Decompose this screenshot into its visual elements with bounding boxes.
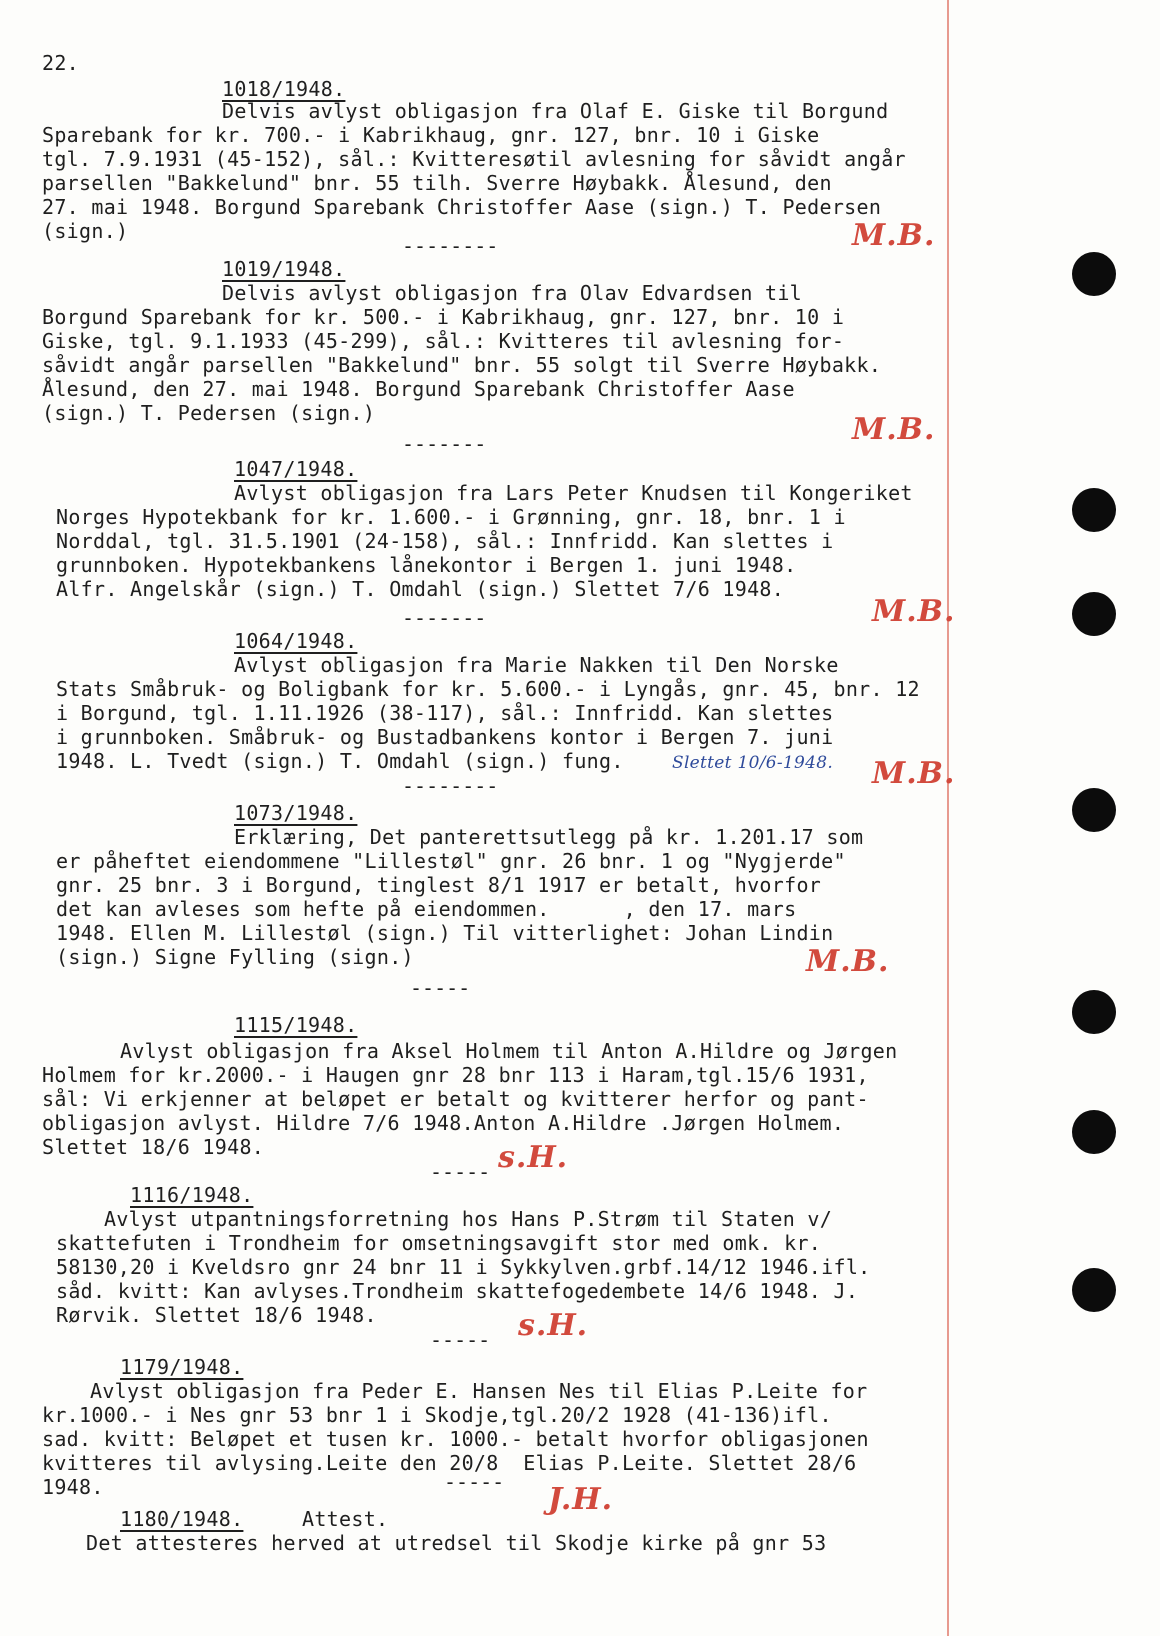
entry-text-line: kr.1000.- i Nes gnr 53 bnr 1 i Skodje,tgl.20/2 1928 (41-136)ifl. bbox=[42, 1403, 832, 1427]
entry-text-line: Erklæring, Det panterettsutlegg på kr. 1.201.17 som bbox=[234, 825, 864, 849]
entry-text-line: parsellen "Bakkelund" bnr. 55 tilh. Sverre Høybakk. Ålesund, den bbox=[42, 171, 832, 195]
entry-id: 1179/1948. bbox=[120, 1355, 244, 1379]
entry-text-line: Alfr. Angelskår (sign.) T. Omdahl (sign.) Slettet 7/6 1948. bbox=[56, 577, 785, 601]
entry-text-line: kvitteres til avlysing.Leite den 20/8 Elias P.Leite. Slettet 28/6 bbox=[42, 1451, 857, 1475]
entry-separator: ----- bbox=[430, 1328, 491, 1352]
entry-text-line: Norges Hypotekbank for kr. 1.600.- i Grønning, gnr. 18, bnr. 1 i bbox=[56, 505, 846, 529]
entry-text-line: (sign.) bbox=[42, 219, 129, 243]
initials-mark: J.H. bbox=[548, 1482, 614, 1517]
entry-text-line: 1948. bbox=[42, 1475, 104, 1499]
entry-id: 1180/1948. bbox=[120, 1507, 244, 1531]
punch-hole-icon bbox=[1072, 1110, 1116, 1154]
entry-separator: ----- bbox=[430, 1160, 491, 1184]
entry-text-line: sål: Vi erkjenner at beløpet er betalt og kvitterer herfor og pant- bbox=[42, 1087, 869, 1111]
entry-text-line: 27. mai 1948. Borgund Sparebank Christoffer Aase (sign.) T. Pedersen bbox=[42, 195, 882, 219]
entry-separator: ----- bbox=[444, 1470, 505, 1494]
entry-text-line: det kan avleses som hefte på eiendommen. , den 17. mars bbox=[56, 897, 797, 921]
entry-text-line: Avlyst obligasjon fra Aksel Holmem til Anton A.Hildre og Jørgen bbox=[120, 1039, 898, 1063]
red-margin-line bbox=[947, 0, 949, 1636]
entry-id: 1018/1948. bbox=[222, 77, 346, 101]
entry-separator: ------- bbox=[402, 606, 487, 630]
entry-id: 1115/1948. bbox=[234, 1013, 358, 1037]
punch-hole-icon bbox=[1072, 592, 1116, 636]
initials-mark: s.H. bbox=[518, 1308, 589, 1343]
entry-text-line: (sign.) T. Pedersen (sign.) bbox=[42, 401, 376, 425]
entry-text-line: Avlyst utpantningsforretning hos Hans P.Strøm til Staten v/ bbox=[104, 1207, 833, 1231]
entry-text-line: Avlyst obligasjon fra Lars Peter Knudsen til Kongeriket bbox=[234, 481, 913, 505]
punch-hole-icon bbox=[1072, 1268, 1116, 1312]
entry-text-line: Holmem for kr.2000.- i Haugen gnr 28 bnr 113 i Haram,tgl.15/6 1931, bbox=[42, 1063, 869, 1087]
entry-text-line: Det attesteres herved at utredsel til Skodje kirke på gnr 53 bbox=[86, 1531, 827, 1555]
entry-text-line: skattefuten i Trondheim for omsetningsavgift stor med omk. kr. bbox=[56, 1231, 822, 1255]
entry-text-line: Stats Småbruk- og Boligbank for kr. 5.600.- i Lyngås, gnr. 45, bnr. 12 bbox=[56, 677, 920, 701]
entry-id: 1073/1948. bbox=[234, 801, 358, 825]
entry-separator: -------- bbox=[402, 234, 499, 258]
entry-text-line: 58130,20 i Kveldsro gnr 24 bnr 11 i Sykkylven.grbf.14/12 1946.ifl. bbox=[56, 1255, 871, 1279]
entry-text-line: 1948. L. Tvedt (sign.) T. Omdahl (sign.) fung. bbox=[56, 749, 624, 773]
entry-text-line: såvidt angår parsellen "Bakkelund" bnr. 55 solgt til Sverre Høybakk. bbox=[42, 353, 882, 377]
entry-separator: ----- bbox=[410, 976, 471, 1000]
entry-text-line: såd. kvitt: Kan avlyses.Trondheim skattefogedembete 14/6 1948. J. bbox=[56, 1279, 859, 1303]
entry-text-line: i Borgund, tgl. 1.11.1926 (38-117), sål.: Innfridd. Kan slettes bbox=[56, 701, 834, 725]
entry-text-line: obligasjon avlyst. Hildre 7/6 1948.Anton A.Hildre .Jørgen Holmem. bbox=[42, 1111, 845, 1135]
initials-mark: M.B. bbox=[872, 594, 956, 629]
entry-text-line: er påheftet eiendommene "Lillestøl" gnr. 26 bnr. 1 og "Nygjerde" bbox=[56, 849, 846, 873]
entry-text-line: grunnboken. Hypotekbankens lånekontor i Bergen 1. juni 1948. bbox=[56, 553, 797, 577]
initials-mark: M.B. bbox=[852, 412, 936, 447]
entry-id: 1064/1948. bbox=[234, 629, 358, 653]
initials-mark: M.B. bbox=[872, 756, 956, 791]
entry-id: 1019/1948. bbox=[222, 257, 346, 281]
entry-heading-suffix: Attest. bbox=[302, 1507, 389, 1531]
entry-text-line: Delvis avlyst obligasjon fra Olav Edvardsen til bbox=[222, 281, 803, 305]
punch-hole-icon bbox=[1072, 252, 1116, 296]
entry-text-line: i grunnboken. Småbruk- og Bustadbankens kontor i Bergen 7. juni bbox=[56, 725, 834, 749]
entry-text-line: Rørvik. Slettet 18/6 1948. bbox=[56, 1303, 377, 1327]
punch-hole-icon bbox=[1072, 990, 1116, 1034]
entry-id: 1047/1948. bbox=[234, 457, 358, 481]
initials-mark: M.B. bbox=[852, 218, 936, 253]
entry-text-line: Slettet 18/6 1948. bbox=[42, 1135, 265, 1159]
entry-text-line: Ålesund, den 27. mai 1948. Borgund Sparebank Christoffer Aase bbox=[42, 377, 795, 401]
entry-text-line: Giske, tgl. 9.1.1933 (45-299), sål.: Kvitteres til avlesning for- bbox=[42, 329, 845, 353]
punch-hole-icon bbox=[1072, 488, 1116, 532]
entry-text-line: 1948. Ellen M. Lillestøl (sign.) Til vitterlighet: Johan Lindin bbox=[56, 921, 834, 945]
entry-separator: ------- bbox=[402, 432, 487, 456]
initials-mark: M.B. bbox=[806, 944, 890, 979]
entry-text-line: Avlyst obligasjon fra Peder E. Hansen Nes til Elias P.Leite for bbox=[90, 1379, 868, 1403]
initials-mark: s.H. bbox=[498, 1140, 569, 1175]
entry-text-line: Avlyst obligasjon fra Marie Nakken til Den Norske bbox=[234, 653, 839, 677]
handwritten-deleted-note: Slettet 10/6-1948. bbox=[672, 753, 834, 773]
entry-text-line: Sparebank for kr. 700.- i Kabrikhaug, gnr. 127, bnr. 10 i Giske bbox=[42, 123, 820, 147]
entry-text-line: tgl. 7.9.1931 (45-152), sål.: Kvitteresøtil avlesning for såvidt angår bbox=[42, 147, 906, 171]
punch-hole-icon bbox=[1072, 788, 1116, 832]
entry-text-line: Delvis avlyst obligasjon fra Olaf E. Giske til Borgund bbox=[222, 99, 889, 123]
entry-text-line: Borgund Sparebank for kr. 500.- i Kabrikhaug, gnr. 127, bnr. 10 i bbox=[42, 305, 845, 329]
entry-text-line: gnr. 25 bnr. 3 i Borgund, tinglest 8/1 1917 er betalt, hvorfor bbox=[56, 873, 822, 897]
entry-text-line: sad. kvitt: Beløpet et tusen kr. 1000.- betalt hvorfor obligasjonen bbox=[42, 1427, 869, 1451]
page-number: 22. bbox=[42, 51, 80, 75]
entry-separator: -------- bbox=[402, 774, 499, 798]
entry-text-line: Norddal, tgl. 31.5.1901 (24-158), sål.: Innfridd. Kan slettes i bbox=[56, 529, 834, 553]
entry-id: 1116/1948. bbox=[130, 1183, 254, 1207]
entry-text-line: (sign.) Signe Fylling (sign.) bbox=[56, 945, 414, 969]
